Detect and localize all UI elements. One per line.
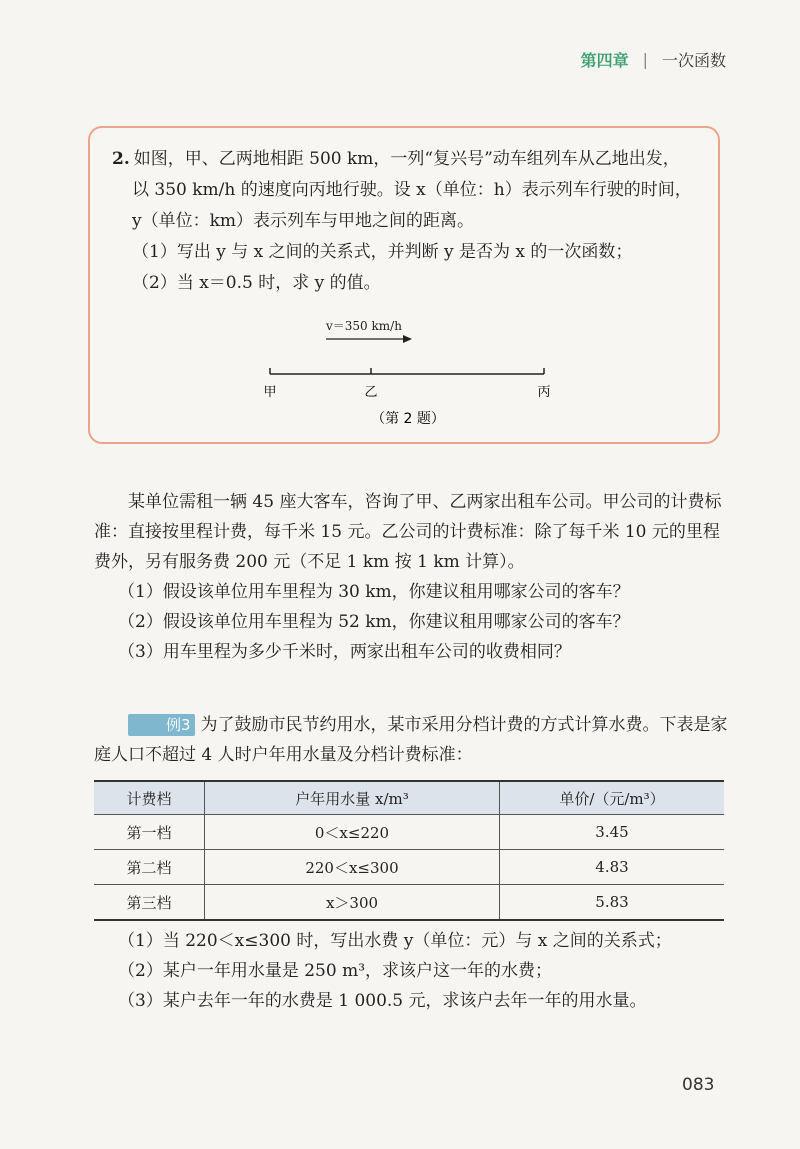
exercise-question-2: （2）当 x＝0.5 时，求 y 的值。 <box>132 273 381 293</box>
table-cell: 第一档 <box>94 815 205 850</box>
table-cell: 3.45 <box>500 815 725 850</box>
rail-diagram <box>90 128 722 446</box>
header-separator: | <box>642 50 648 69</box>
exercise-line-3: y（单位：km）表示列车与甲地之间的距离。 <box>132 211 475 231</box>
table-header: 计费档 <box>94 781 205 815</box>
table-cell: 第三档 <box>94 885 205 921</box>
rental-question-1: （1）假设该单位用车里程为 30 km，你建议租用哪家公司的客车？ <box>118 582 630 602</box>
example-3-questions <box>94 926 734 1016</box>
velocity-label: v＝350 km/h <box>326 319 402 333</box>
table-cell: 220＜x≤300 <box>205 850 500 885</box>
example-3-tag: 例3 <box>128 714 195 736</box>
table-cell: x＞300 <box>205 885 500 921</box>
table-header-row <box>94 781 724 815</box>
table-row <box>94 850 724 885</box>
table-row <box>94 885 724 921</box>
table-cell: 5.83 <box>500 885 725 921</box>
water-tariff-table <box>94 780 724 921</box>
diagram-caption: （第 2 题） <box>371 411 445 427</box>
table-header: 单价/（元/m³） <box>500 781 725 815</box>
arrow-head <box>403 335 412 343</box>
rental-paragraph: 某单位需租一辆 45 座大客车，咨询了甲、乙两家出租车公司。甲公司的计费标准：直接按里程计费，每千米 15 元。乙公司的计费标准：除了每千米 10 元的里程费外，另有服务费 200 元（不足 1 km 按 1 km 计算）。 <box>94 492 722 572</box>
exercise-question-1: （1）写出 y 与 x 之间的关系式，并判断 y 是否为 x 的一次函数； <box>132 242 633 262</box>
point-bing: 丙 <box>537 385 551 400</box>
rental-problem <box>94 487 734 667</box>
rental-question-2: （2）假设该单位用车里程为 52 km，你建议租用哪家公司的客车？ <box>118 612 630 632</box>
example-3-question-2: （2）某户一年用水量是 250 m³，求该户这一年的水费； <box>118 961 553 981</box>
example-3-question-1: （1）当 220＜x≤300 时，写出水费 y（单位：元）与 x 之间的关系式； <box>118 931 672 951</box>
exercise-number: 2. <box>112 149 130 169</box>
table-header: 户年用水量 x/m³ <box>205 781 500 815</box>
table-cell: 0＜x≤220 <box>205 815 500 850</box>
example-3-question-3: （3）某户去年一年的水费是 1 000.5 元，求该户去年一年的用水量。 <box>118 991 647 1011</box>
table-row <box>94 815 724 850</box>
rental-question-3: （3）用车里程为多少千米时，两家出租车公司的收费相同？ <box>118 642 571 662</box>
chapter-title: 一次函数 <box>661 51 726 70</box>
exercise-2-box <box>88 126 720 444</box>
exercise-line-1: 2. 如图，甲、乙两地相距 500 km，一列“复兴号”动车组列车从乙地出发， <box>112 149 680 169</box>
exercise-line-2: 以 350 km/h 的速度向丙地行驶。设 x（单位：h）表示列车行驶的时间， <box>132 180 692 200</box>
page-header <box>581 48 726 71</box>
page-number: 083 <box>682 1075 715 1095</box>
example-3-intro <box>94 710 734 770</box>
example-3-text: 为了鼓励市民节约用水，某市采用分档计费的方式计算水费。下表是家庭人口不超过 4 人时户年用水量及分档计费标准： <box>94 715 728 765</box>
point-jia: 甲 <box>263 385 277 400</box>
chapter-label: 第四章 <box>580 51 629 70</box>
point-yi: 乙 <box>364 385 378 400</box>
table-cell: 第二档 <box>94 850 205 885</box>
table-cell: 4.83 <box>500 850 725 885</box>
